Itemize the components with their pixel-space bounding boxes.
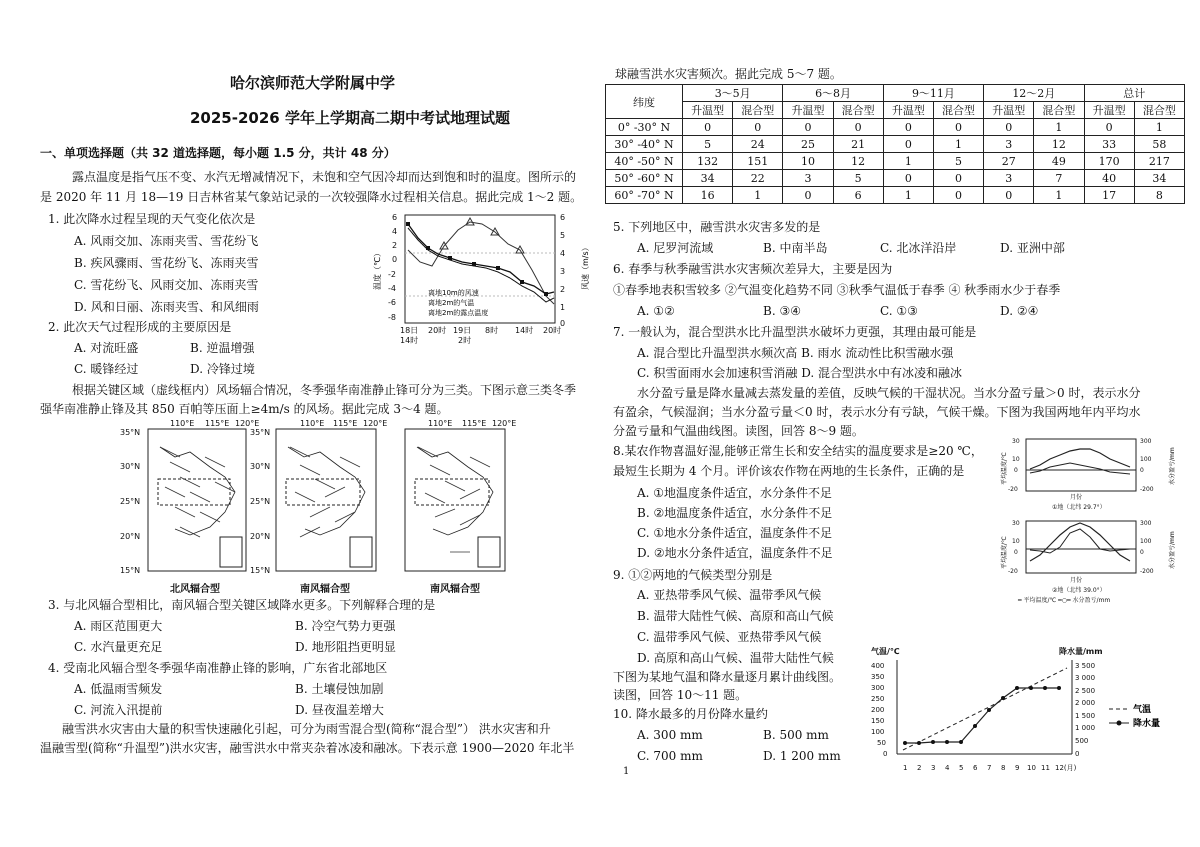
table-cell: 8 [1134,187,1184,204]
table-cell: 1 [1034,187,1084,204]
y-tick: -20 [1008,568,1018,575]
left-tick: 200 [871,706,885,714]
q1-option-a: A. 风雨交加、冻雨夹雪、雪花纷飞 [74,234,259,248]
q5-option-d: D. 亚洲中部 [1000,241,1065,255]
table-type: 升温型 [1084,102,1134,119]
table-cell: 40° -50° N [606,153,683,170]
left-tick: 300 [871,684,885,692]
intro-3-4-line2: 强华南准静止锋及其 850 百帕等压面上≥4m/s 的风场。据此完成 3～4 题。 [40,402,449,416]
table-cell: 6 [833,187,883,204]
intro-10-11-line2: 读图，回答 10～11 题。 [613,688,748,702]
legend-temp: 离地2m的气温 [428,299,475,307]
q8-option-b: B. ②地温度条件适宜，水分条件不足 [637,506,833,520]
intro-5-7-line1: 融雪洪水灾害由大量的积雪快速融化引起，可分为雨雪混合型(简称“混合型”） 洪水灾害和升 [62,722,551,736]
left-tick: 150 [871,717,885,725]
table-type: 混合型 [933,102,983,119]
q10-option-b: B. 500 mm [763,728,829,742]
lon-label: 115°E [205,419,230,428]
x-tick: 5 [959,764,964,772]
legend-temp: 气温 [1133,705,1152,715]
section-heading: 一、单项选择题（共 32 道选择题，每小题 1.5 分，共计 48 分） [40,146,396,160]
table-type: 升温型 [984,102,1034,119]
q10-stem: 10. 降水最多的月份降水量约 [613,707,768,721]
q5-option-b: B. 中南半岛 [763,241,828,255]
table-cell: 0 [783,119,833,136]
table-row [606,119,1185,136]
table-cell: 7 [1034,170,1084,187]
table-cell: 21 [833,136,883,153]
left-tick: -8 [388,313,396,322]
map-caption-north: 北风辐合型 [170,584,220,595]
lon-label: 110°E [300,419,325,428]
table-cell: 1 [883,153,933,170]
flood-frequency-table [605,84,1185,204]
table-cell: 40 [1084,170,1134,187]
chart1-water-line [1030,463,1130,474]
map-caption-south-1: 南风辐合型 [300,584,350,595]
q2-option-c: C. 暖锋经过 [74,362,139,376]
intro-8-9-line2: 有盈余，气候湿润；当水分盈亏量＜0 时，表示水分有亏缺，气候干燥。下图为我国两地年内平均水 [613,405,1141,419]
table-period: 总计 [1084,85,1185,102]
table-cell: 34 [1134,170,1184,187]
left-tick: 350 [871,673,885,681]
q4-option-d: D. 昼夜温差增大 [295,703,384,717]
table-type: 升温型 [883,102,933,119]
lon-label: 115°E [462,419,487,428]
table-cell: 3 [984,136,1034,153]
x-tick: 10 [1027,764,1036,772]
x-tick: 12(月) [1055,764,1077,772]
right-tick: 2 [560,285,566,294]
x-tick: 8时 [485,326,499,335]
q7-option-cd: C. 积雪面雨水会加速积雪消融 D. 混合型洪水中有冰凌和融冰 [637,366,963,380]
table-cell: 50° -60° N [606,170,683,187]
right-axis-label: 风速（m/s） [581,243,590,290]
air-temp-line [408,224,554,294]
right-tick: 6 [560,213,566,222]
chart1-temp-line [1030,449,1130,469]
q1-option-b: B. 疾风骤雨、雪花纷飞、冻雨夹雪 [74,256,259,270]
intro-8-9-line3: 分盈亏量和气温曲线图。读图，回答 8～9 题。 [613,424,864,438]
table-cell: 16 [683,187,733,204]
y-tick: 0 [1014,549,1018,556]
table-period: 3～5月 [683,85,783,102]
table-cell: 0 [733,119,783,136]
lon-label: 110°E [428,419,453,428]
table-cell: 0 [783,187,833,204]
table-cell: 30° -40° N [606,136,683,153]
table-cell: 1 [883,187,933,204]
wind-field-maps [120,417,580,592]
lon-label: 120°E [235,419,260,428]
q2-option-a: A. 对流旺盛 [74,341,139,355]
q6-option-c: C. ①③ [880,304,918,318]
x-tick: 8 [1001,764,1006,772]
x-axis-label: 月份 [1070,494,1083,501]
left-tick: 2 [392,241,398,250]
lon-label: 110°E [170,419,195,428]
table-cell: 10 [783,153,833,170]
lat-label: 35°N [250,428,271,437]
q4-option-a: A. 低温雨雪频发 [74,682,163,696]
lon-label: 115°E [333,419,358,428]
weather-station-chart [370,210,595,350]
right-tick: 2 500 [1075,687,1096,695]
lat-label: 25°N [250,497,271,506]
table-period: 6～8月 [783,85,883,102]
table-cell: 58 [1134,136,1184,153]
q10-option-a: A. 300 mm [637,728,703,742]
left-tick: 400 [871,662,885,670]
q6-option-d: D. ②④ [1000,304,1039,318]
water-axis-label: 水分盈亏/mm [1169,447,1176,485]
x-tick: 14时 [515,326,534,335]
exam-title: 2025-2026 学年上学期高二期中考试地理试题 [190,109,510,127]
y-tick: -200 [1140,486,1154,493]
legend-precip: 降水量 [1133,719,1161,729]
table-period: 12～2月 [984,85,1084,102]
y-tick: 300 [1140,520,1152,527]
y-tick: 0 [1140,549,1144,556]
x-tick: 19日 [453,326,472,335]
x-subtick: 14时 [400,336,419,345]
intro-5-7-line2: 温融雪型(简称“升温型”)洪水灾害，融雪洪水中常夹杂着冰凌和融冰。下表示意 1900—2020 年北半 [40,741,575,755]
q2-option-d: D. 冷锋过境 [190,362,255,376]
table-cell: 0 [984,119,1034,136]
table-cell: 22 [733,170,783,187]
left-tick: 0 [392,255,398,264]
water-balance-charts [1000,437,1180,605]
table-head-lat: 纬度 [606,85,683,119]
x-tick: 4 [945,764,950,772]
q5-option-c: C. 北冰洋沿岸 [880,241,957,255]
q7-option-ab: A. 混合型比升温型洪水频次高 B. 雨水 流动性比积雪融水强 [637,346,954,360]
x-tick: 7 [987,764,992,772]
x-tick: 11 [1041,764,1050,772]
temperature-line [903,668,1067,750]
right-axis-label: 降水量/mm [1059,647,1103,656]
left-tick: -4 [388,284,396,293]
q7-stem: 7. 一般认为，混合型洪水比升温型洪水破坏力更强，其理由最可能是 [613,325,977,339]
q8-stem-2: 最短生长期为 4 个月。评价该农作物在两地的生长条件，正确的是 [613,464,965,478]
y-tick: 10 [1012,538,1020,545]
table-cell: 3 [984,170,1034,187]
y-tick: 100 [1140,538,1152,545]
lon-label: 120°E [492,419,517,428]
table-cell: 0 [683,119,733,136]
table-cell: 217 [1134,153,1184,170]
q4-option-c: C. 河流入汛提前 [74,703,163,717]
table-cell: 1 [1034,119,1084,136]
table-type: 混合型 [733,102,783,119]
table-cell: 1 [733,187,783,204]
legend-dew: 离地2m的露点温度 [428,309,489,317]
right-tick: 0 [1075,750,1080,758]
table-type: 升温型 [683,102,733,119]
school-title: 哈尔滨师范大学附属中学 [230,74,396,92]
x-tick: 20时 [543,326,562,335]
right-tick: 3 [560,267,566,276]
right-tick: 1 000 [1075,724,1096,732]
q6-option-a: A. ①② [637,304,675,318]
right-tick: 0 [560,319,566,328]
table-cell: 0 [933,170,983,187]
table-type: 混合型 [1034,102,1084,119]
table-cell: 0 [933,187,983,204]
left-tick: 100 [871,728,885,736]
lat-label: 25°N [120,497,141,506]
table-row [606,187,1185,204]
left-axis-label: 温度（℃） [373,249,382,290]
q3-stem: 3. 与北风辐合型相比，南风辐合型关键区域降水更多。下列解释合理的是 [48,598,436,612]
table-cell: 17 [1084,187,1134,204]
lat-label: 15°N [120,566,141,575]
left-tick: 250 [871,695,885,703]
right-tick: 4 [560,249,566,258]
table-cell: 1 [1134,119,1184,136]
q1-option-c: C. 雪花纷飞、风雨交加、冻雨夹雪 [74,278,259,292]
left-axis-label: 气温/℃ [871,647,900,656]
lat-label: 15°N [250,566,271,575]
table-cell: 5 [833,170,883,187]
y-tick: 30 [1012,438,1020,445]
table-row [606,136,1185,153]
legend-wind: 离地10m的风速 [428,289,479,297]
x-tick: 1 [903,764,908,772]
table-type: 升温型 [783,102,833,119]
q9-option-d: D. 高原和高山气候、温带大陆性气候 [637,651,834,665]
q2-option-b: B. 逆温增强 [190,341,255,355]
intro-3-4-line1: 根据关键区域（虚线框内）风场辐合情况，冬季强华南准静止锋可分为三类。下图示意三类冬季 [72,383,577,397]
q9-option-a: A. 亚热带季风气候、温带季风气候 [637,588,822,602]
q3-option-c: C. 水汽量更充足 [74,640,163,654]
cumulative-chart [867,646,1185,776]
table-type: 混合型 [833,102,883,119]
temp-axis-label: 平均温度/℃ [1001,536,1008,569]
table-type: 混合型 [1134,102,1184,119]
intro-1-2-line1: 露点温度是指气压不变、水汽无增减情况下，未饱和空气因冷却而达到饱和时的温度。图所示的 [72,170,577,184]
y-tick: 30 [1012,520,1020,527]
q9-option-c: C. 温带季风气候、亚热带季风气候 [637,630,822,644]
table-cell: 0 [984,187,1034,204]
q3-option-a: A. 雨区范围更大 [74,619,163,633]
y-tick: 10 [1012,456,1020,463]
chart2-caption: ②地（北纬 39.0°） [1052,587,1106,594]
table-cell: 5 [683,136,733,153]
table-cell: 12 [1034,136,1084,153]
y-tick: 100 [1140,456,1152,463]
y-tick: -20 [1008,486,1018,493]
right-tick: 3 500 [1075,662,1096,670]
temp-axis-label: 平均温度/℃ [1001,452,1008,485]
intro-1-2-line2: 是 2020 年 11 月 18—19 日吉林省某气象站记录的一次较强降水过程相关信息。据此完成 1～2 题。 [40,190,583,204]
q8-option-d: D. ②地水分条件适宜，温度条件不足 [637,546,833,560]
table-cell: 33 [1084,136,1134,153]
q3-option-d: D. 地形阻挡更明显 [295,640,396,654]
left-tick: -6 [388,298,396,307]
x-tick: 3 [931,764,936,772]
table-cell: 27 [984,153,1034,170]
q9-option-b: B. 温带大陆性气候、高原和高山气候 [637,609,834,623]
lat-label: 35°N [120,428,141,437]
table-cell: 34 [683,170,733,187]
q4-option-b: B. 土壤侵蚀加剧 [295,682,384,696]
y-tick: 0 [1014,467,1018,474]
q3-option-b: B. 冷空气势力更强 [295,619,396,633]
x-tick: 20时 [428,326,447,335]
table-cell: 24 [733,136,783,153]
q1-option-d: D. 风和日丽、冻雨夹雪、和风细雨 [74,300,259,314]
table-row [606,153,1185,170]
table-cell: 3 [783,170,833,187]
right-tick: 3 000 [1075,674,1096,682]
table-cell: 1 [933,136,983,153]
left-tick: 50 [877,739,886,747]
x-axis-label: 月份 [1070,577,1083,584]
table-cell: 0 [933,119,983,136]
q9-stem: 9. ①②两地的气候类型分别是 [613,568,773,582]
y-tick: -200 [1140,568,1154,575]
precipitation-line [905,688,1059,743]
chart1-caption: ①地（北纬 29.7°） [1052,504,1106,511]
left-tick: -2 [388,270,396,279]
table-row [606,170,1185,187]
q6-statements: ①春季地表积雪较多 ②气温变化趋势不同 ③秋季气温低于春季 ④ 秋季雨水少于春季 [613,283,1061,297]
q6-stem: 6. 春季与秋季融雪洪水灾害频次差异大，主要是因为 [613,262,893,276]
table-cell: 60° -70° N [606,187,683,204]
right-tick: 2 000 [1075,699,1096,707]
q8-option-a: A. ①地温度条件适宜，水分条件不足 [637,486,833,500]
x-tick: 18日 [400,326,419,335]
q8-stem-1: 8.某农作物喜温好湿,能够正常生长和安全结实的温度要求是≥20 ℃， [613,444,983,458]
lat-label: 20°N [250,532,271,541]
lat-label: 30°N [250,462,271,471]
table-cell: 49 [1034,153,1084,170]
water-axis-label: 水分盈亏/mm [1169,531,1176,569]
intro-8-9-line1: 水分盈亏量是降水量减去蒸发量的差值，反映气候的干湿状况。当水分盈亏量＞0 时，表示水分 [637,386,1141,400]
right-tick: 500 [1075,737,1089,745]
intro-10-11-line1: 下图为某地气温和降水量逐月累计曲线图。 [613,670,842,684]
y-tick: 0 [1140,467,1144,474]
x-tick: 2 [917,764,922,772]
q5-option-a: A. 尼罗河流域 [637,241,714,255]
table-cell: 170 [1084,153,1134,170]
table-cell: 12 [833,153,883,170]
table-cell: 0 [833,119,883,136]
table-cell: 0 [1084,119,1134,136]
left-tick: 4 [392,227,398,236]
left-tick: 0 [883,750,888,758]
intro-5-7-line3: 球融雪洪水灾害频次。据此完成 5～7 题。 [615,67,842,81]
page-number: 1 [623,766,630,777]
q10-option-d: D. 1 200 mm [763,749,841,763]
q10-option-c: C. 700 mm [637,749,703,763]
x-subtick: 2时 [458,336,472,345]
q2-stem: 2. 此次天气过程形成的主要原因是 [48,320,232,334]
y-tick: 300 [1140,438,1152,445]
chart-legend: ━ 平均温度/℃ ━○━ 水分盈亏/mm [1018,597,1111,604]
lon-label: 120°E [363,419,388,428]
x-tick: 6 [973,764,978,772]
table-cell: 0 [883,119,933,136]
x-tick: 9 [1015,764,1020,772]
q8-option-c: C. ①地水分条件适宜，温度条件不足 [637,526,833,540]
q5-stem: 5. 下列地区中，融雪洪水灾害多发的是 [613,220,821,234]
q4-stem: 4. 受南北风辐合型冬季强华南准静止锋的影响，广东省北部地区 [48,661,388,675]
q1-stem: 1. 此次降水过程呈现的天气变化依次是 [48,212,256,226]
table-cell: 0 [883,170,933,187]
right-tick: 1 [560,303,566,312]
table-cell: 132 [683,153,733,170]
map-caption-south-2: 南风辐合型 [430,584,480,595]
right-tick: 1 500 [1075,712,1096,720]
lat-label: 20°N [120,532,141,541]
table-cell: 5 [933,153,983,170]
left-tick: 6 [392,213,398,222]
right-tick: 5 [560,231,566,240]
table-cell: 0° -30° N [606,119,683,136]
lat-label: 30°N [120,462,141,471]
table-period: 9～11月 [883,85,983,102]
table-cell: 25 [783,136,833,153]
q6-option-b: B. ③④ [763,304,801,318]
table-cell: 151 [733,153,783,170]
table-cell: 0 [883,136,933,153]
